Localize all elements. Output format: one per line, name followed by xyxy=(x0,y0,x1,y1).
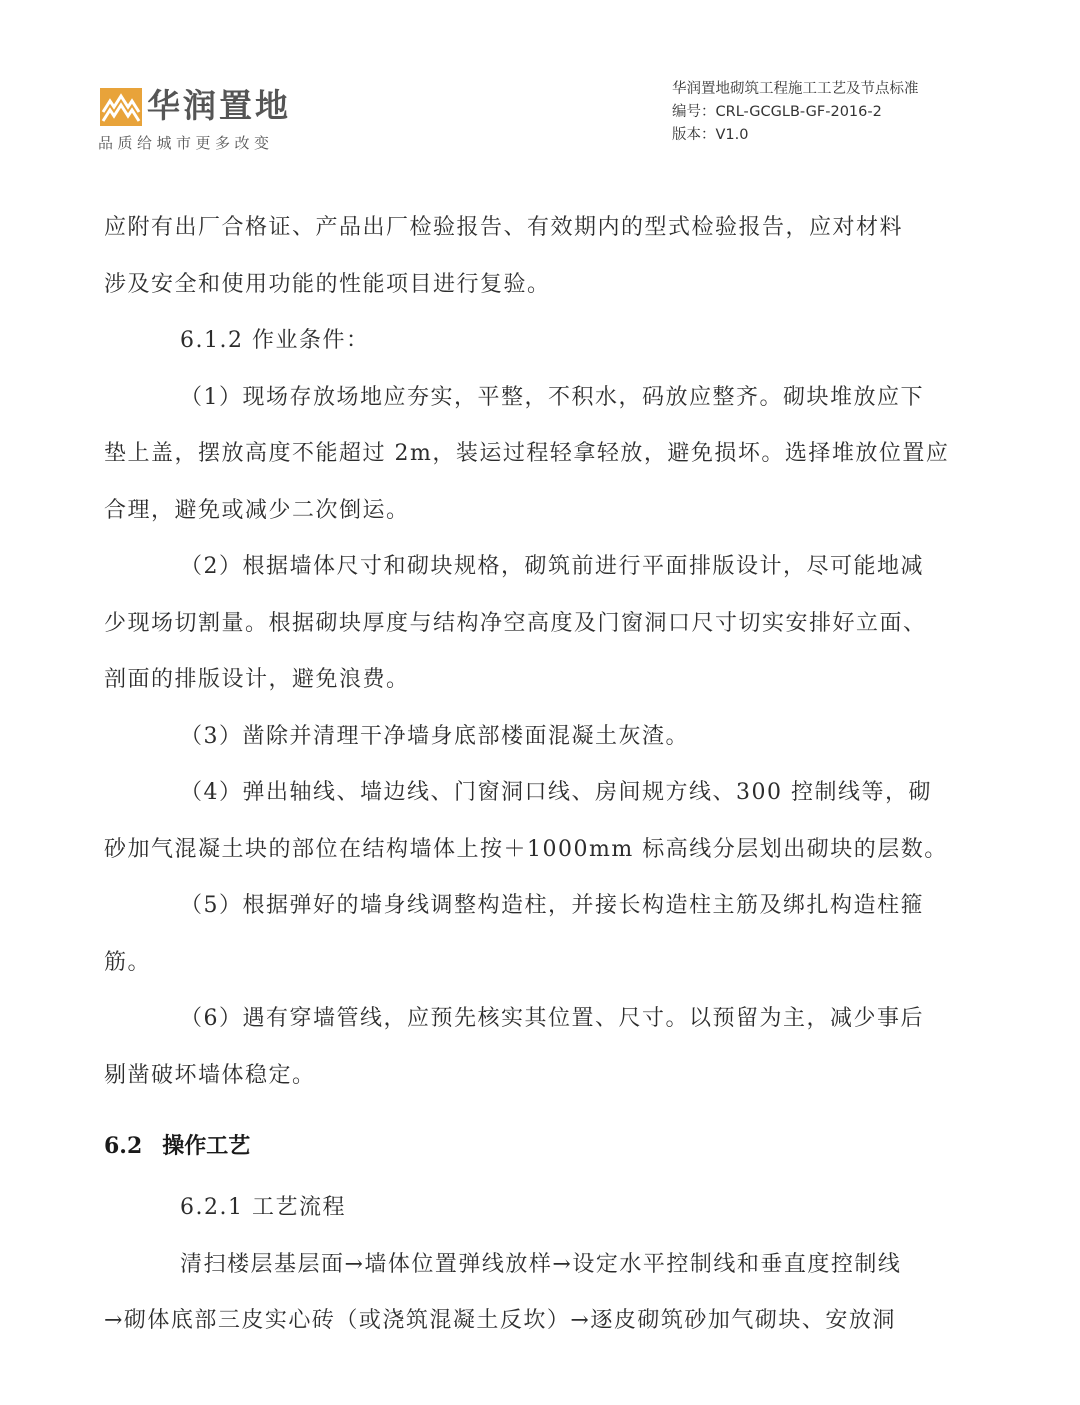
doc-title: 华润置地砌筑工程施工工艺及节点标准 xyxy=(672,81,919,97)
paragraph-line: （3）凿除并清理干净墙身底部楼面混凝土灰渣。 xyxy=(180,723,689,749)
section-heading xyxy=(104,1118,250,1174)
subsection-heading: 6.1.2 作业条件： xyxy=(180,328,370,353)
document-meta xyxy=(672,78,919,147)
paragraph-line: 清扫楼层基层面→墙体位置弹线放样→设定水平控制线和垂直度控制线 xyxy=(180,1251,902,1277)
doc-number: 编号：CRL-GCGLB-GF-2016-2 xyxy=(672,104,882,120)
paragraph-line: 少现场切割量。根据砌块厚度与结构净空高度及门窗洞口尺寸切实安排好立面、 xyxy=(104,610,927,636)
logo-icon xyxy=(100,88,142,126)
paragraph-line: 应附有出厂合格证、产品出厂检验报告、有效期内的型式检验报告，应对材料 xyxy=(104,215,904,240)
logo-name: 华润置地 xyxy=(147,86,291,125)
subsection-heading: 6.2.1 工艺流程 xyxy=(180,1195,346,1220)
paragraph-line: 砂加气混凝土块的部位在结构墙体上按＋1000mm 标高线分层划出砌块的层数。 xyxy=(104,836,948,862)
paragraph-line: 筋。 xyxy=(104,949,152,975)
body-text-continued xyxy=(104,1180,980,1350)
section-title: 操作工艺 xyxy=(162,1133,251,1159)
paragraph-line: （6）遇有穿墙管线，应预先核实其位置、尺寸。以预留为主，减少事后 xyxy=(180,1006,924,1031)
paragraph-line: →砌体底部三皮实心砖（或浇筑混凝土反坎）→逐皮砌筑砂加气砌块、安放洞 xyxy=(104,1308,896,1333)
paragraph-line: 垫上盖，摆放高度不能超过 2m，装运过程轻拿轻放，避免损坏。选择堆放位置应 xyxy=(104,441,950,466)
paragraph-line: 剖面的排版设计，避免浪费。 xyxy=(104,667,410,692)
paragraph-line: 合理，避免或减少二次倒运。 xyxy=(104,497,410,523)
doc-version: 版本：V1.0 xyxy=(672,127,749,143)
paragraph-line: 涉及安全和使用功能的性能项目进行复验。 xyxy=(104,271,551,297)
body-text xyxy=(104,200,980,1104)
paragraph-line: （4）弹出轴线、墙边线、门窗洞口线、房间规方线、300 控制线等，砌 xyxy=(180,780,932,805)
paragraph-line: 剔凿破坏墙体稳定。 xyxy=(104,1062,316,1088)
paragraph-line: （5）根据弹好的墙身线调整构造柱，并接长构造柱主筋及绑扎构造柱箍 xyxy=(180,893,924,918)
section-number: 6.2 xyxy=(104,1133,143,1159)
paragraph-line: （2）根据墙体尺寸和砌块规格，砌筑前进行平面排版设计，尽可能地减 xyxy=(180,554,924,579)
paragraph-line: （1）现场存放场地应夯实，平整，不积水，码放应整齐。砌块堆放应下 xyxy=(180,384,924,410)
logo-slogan: 品质给城市更多改变 xyxy=(98,134,274,152)
